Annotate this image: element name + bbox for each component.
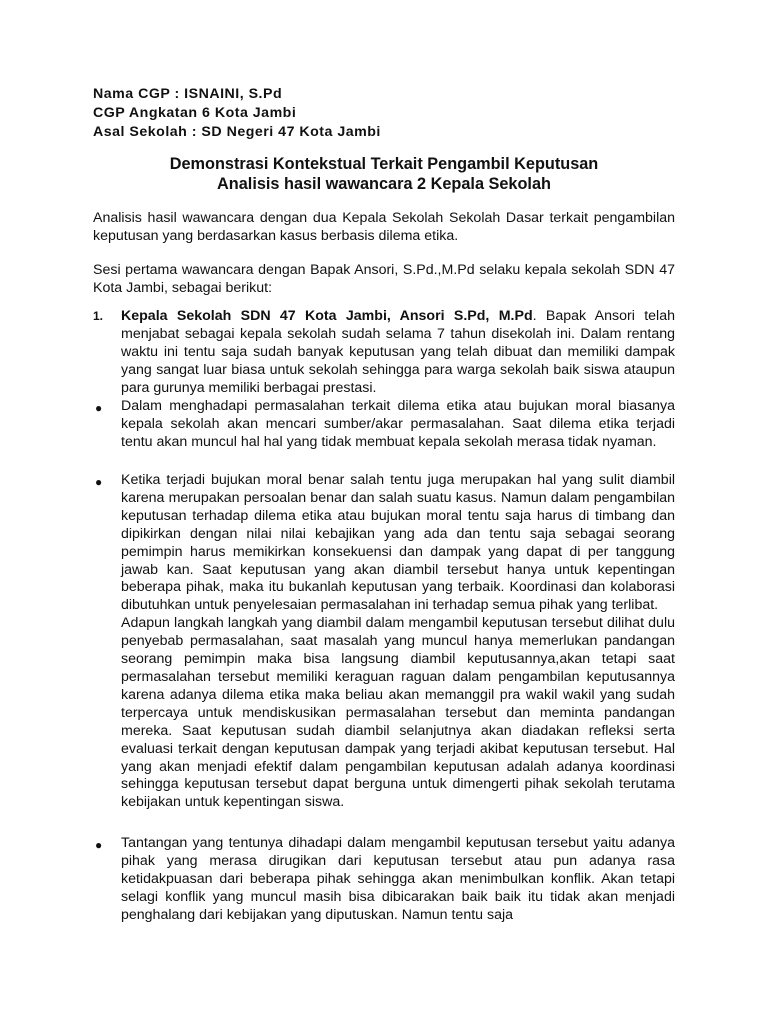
- name-line: Nama CGP : ISNAINI, S.Pd: [93, 86, 283, 102]
- cohort-line: CGP Angkatan 6 Kota Jambi: [93, 105, 297, 121]
- bullet-icon: ●: [95, 401, 103, 415]
- bullet-icon: ●: [95, 838, 103, 852]
- author-header: [93, 85, 381, 142]
- intro-paragraph: Analisis hasil wawancara dengan dua Kepala Sekolah Sekolah Dasar terkait pengambilan keputusan yang berdasarkan kasus berbasis dilema etika.: [93, 210, 675, 244]
- bullet-item-text: Ketika terjadi bujukan moral benar salah tentu juga merupakan hal yang sulit diambil karena merupakan persoalan benar dan salah suatu kasus. Namun dalam pengambilan keputusan terhadap dilema etika atau bujukan moral tentu saja harus di timbang dan dipikirkan dengan nilai nilai kebajikan yang ada dan tentu saja sebagai seorang pemimpin harus memikirkan konsekuensi dan dampak yang dapat di per tanggung jawab kan. Saat keputusan yang akan diambil tersebut hanya untuk kepentingan beberapa pihak, maka itu bukanlah keputusan yang terbaik. Koordinasi dan kolaborasi dibutuhkan untuk penyelesaian permasalahan ini terhadap semua pihak yang terlibat.: [121, 472, 675, 614]
- numbered-item-text: . Bapak Ansori telah menjabat sebagai kepala sekolah sudah selama 7 tahun disekolah ini. Dalam rentang waktu ini tentu saja sudah banyak keputusan yang telah dibuat dan memiliki dampak yang sangat luar biasa untuk sekolah sehingga para warga sekolah baik siswa ataupun para gurunya memiliki berbagai prestasi.: [121, 308, 675, 396]
- bullet-item-text: Tantangan yang tentunya dihadapi dalam mengambil keputusan tersebut yaitu adanya pihak yang merasa dirugikan dari keputusan tersebut atau pun adanya rasa ketidakpuasan dari beberapa pihak sehingga akan menimbulkan konflik. Akan tetapi selagi konflik yang muncul masih bisa dibicarakan baik baik itu tidak akan menjadi penghalang dari kebijakan yang diputuskan. Namun tentu saja: [121, 835, 675, 923]
- bullet-item-body: [121, 472, 675, 812]
- principal-name: Kepala Sekolah SDN 47 Kota Jambi, Ansori S.Pd, M.Pd: [121, 308, 533, 324]
- document-title: [0, 154, 768, 194]
- title-line-1: Demonstrasi Kontekstual Terkait Pengambil Keputusan: [169, 155, 599, 173]
- numbered-item-body: [121, 308, 675, 398]
- session-paragraph: Sesi pertama wawancara dengan Bapak Ansori, S.Pd.,M.Pd selaku kepala sekolah SDN 47 Kota Jambi, sebagai berikut:: [93, 262, 675, 296]
- school-line: Asal Sekolah : SD Negeri 47 Kota Jambi: [93, 124, 381, 140]
- bullet-item-continuation: Adapun langkah langkah yang diambil dalam mengambil keputusan tersebut dilihat dulu penyebab permasalahan, saat masalah yang muncul hanya memerlukan pandangan seorang pemimpin maka bisa langsung diambil keputusannya,akan tetapi saat permasalahan tersebut memiliki keraguan raguan dalam pengambilan keputusannya karena adanya dilema etika maka beliau akan memanggil pra wakil wakil yang sudah terpercaya untuk mendiskusikan permasalahan tersebut dan meminta pandangan mereka. Saat keputusan sudah diambil selanjutnya akan diadakan refleksi serta evaluasi terkait dengan keputusan dampak yang terjadi akibat keputusan tersebut. Hal yang akan menjadi efektif dalam pengambilan keputusan adalah adanya koordinasi sehingga keputusan tersebut dapat berguna untuk dimengerti pihak sekolah terutama kebijakan untuk kepentingan siswa.: [121, 615, 675, 811]
- bullet-icon: ●: [95, 475, 103, 489]
- title-line-2: Analisis hasil wawancara 2 Kepala Sekolah: [217, 175, 551, 193]
- bullet-item-text: Dalam menghadapi permasalahan terkait dilema etika atau bujukan moral biasanya kepala sekolah akan mencari sumber/akar permasalahan. Saat dilema etika terjadi tentu akan muncul hal hal yang tidak membuat kepala sekolah merasa tidak nyaman.: [121, 398, 675, 450]
- item-number: 1.: [93, 309, 104, 323]
